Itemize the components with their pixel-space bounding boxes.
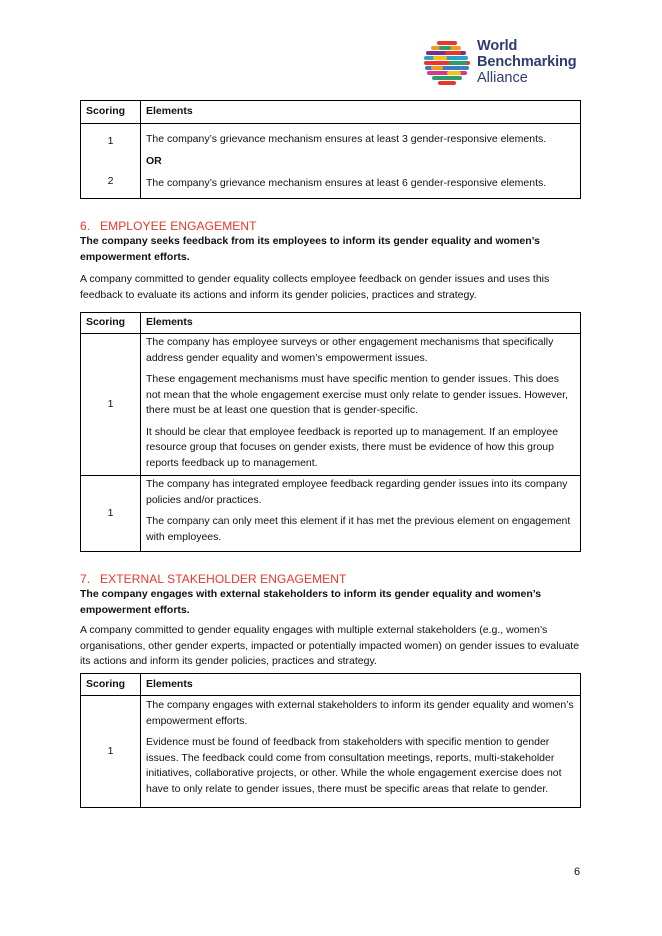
section-lead: The company engages with external stakeholders to inform its gender equality and women’s empowerment efforts.	[80, 588, 542, 616]
elements-column-header: Elements	[141, 313, 581, 334]
score-cell: 1	[81, 476, 141, 552]
wba-logo-wordmark	[477, 38, 577, 86]
wba-logo-mark-icon	[423, 40, 471, 86]
score-cell: 1	[81, 696, 141, 808]
element-paragraph: The company has employee surveys or other engagement mechanisms that specifically address gender equality and women’s empowerment issues.	[146, 336, 554, 364]
section-heading-external-stakeholder-engagement	[80, 572, 346, 586]
page-number: 6	[574, 866, 581, 878]
section-body: A company committed to gender equality collects employee feedback on gender issues and uses this feedback to evaluate its actions and inform its gender policies, practices and strategy.	[80, 273, 550, 301]
element-paragraph: Evidence must be found of feedback from stakeholders with specific mention to gender issues. The feedback could come from consultation meetings, reports, multi-stakeholder initiatives, collaborative projects, or other. While the whole engagement exercise does not have to only relate to gender issues, there must be specific areas that relate to gender.	[146, 736, 562, 795]
logo-line-2: Benchmarking	[477, 54, 577, 70]
logo-line-3: Alliance	[477, 70, 528, 86]
table-header-row	[81, 674, 581, 696]
employee-engagement-scoring-table	[80, 312, 581, 552]
section-heading-employee-engagement	[80, 219, 257, 233]
scoring-column-header: Scoring	[81, 674, 141, 696]
scoring-column-header: Scoring	[81, 101, 141, 124]
table-row	[81, 476, 581, 552]
table-row	[81, 124, 581, 199]
element-text-b: The company’s grievance mechanism ensures at least 6 gender-responsive elements.	[146, 177, 547, 189]
score-cell: 1	[81, 334, 141, 476]
section-title: EMPLOYEE ENGAGEMENT	[100, 219, 257, 233]
score-value-b: 2	[107, 175, 114, 187]
elements-column-header: Elements	[141, 674, 581, 696]
external-stakeholder-scoring-table	[80, 673, 581, 808]
elements-cell	[141, 476, 581, 552]
element-paragraph: It should be clear that employee feedback is reported up to management. If an employee resource group that focuses on gender exists, there must be evidence of how this group reports feedback up to management.	[146, 425, 559, 469]
logo-line-1: World	[477, 38, 518, 54]
section-body: A company committed to gender equality engages with multiple external stakeholders (e.g., women’s organisations, other gender experts, impacted or potentially impacted women) on gender issues to evaluate its actions and inform its gender policies, practices and strategy.	[80, 624, 580, 667]
elements-cell	[141, 334, 581, 476]
section-number: 6.	[80, 219, 91, 233]
section-title: EXTERNAL STAKEHOLDER ENGAGEMENT	[100, 572, 347, 586]
section-lead: The company seeks feedback from its employees to inform its gender equality and women’s empowerment efforts.	[80, 235, 540, 263]
score-value-a: 1	[107, 135, 114, 147]
section-number: 7.	[80, 572, 91, 586]
scoring-column-header: Scoring	[81, 313, 141, 334]
or-label: OR	[146, 155, 162, 167]
grievance-scoring-table	[80, 100, 581, 199]
table-row	[81, 696, 581, 808]
element-paragraph: The company can only meet this element if it has met the previous element on engagement with employees.	[146, 515, 571, 543]
wba-logo	[423, 38, 583, 88]
element-paragraph: The company engages with external stakeholders to inform its gender equality and women’s empowerment efforts.	[146, 699, 574, 727]
elements-cell	[141, 124, 581, 199]
table-row	[81, 334, 581, 476]
elements-column-header: Elements	[141, 101, 581, 124]
element-text-a: The company’s grievance mechanism ensures at least 3 gender-responsive elements.	[146, 133, 547, 145]
elements-cell	[141, 696, 581, 808]
element-paragraph: The company has integrated employee feedback regarding gender issues into its company policies and/or practices.	[146, 478, 568, 506]
table-header-row	[81, 101, 581, 124]
table-header-row	[81, 313, 581, 334]
score-cell	[81, 124, 141, 199]
element-paragraph: These engagement mechanisms must have specific mention to gender issues. This does not mean that the whole engagement exercise must only relate to gender issues. However, there must be at least one question that is gender-specific.	[146, 373, 568, 416]
